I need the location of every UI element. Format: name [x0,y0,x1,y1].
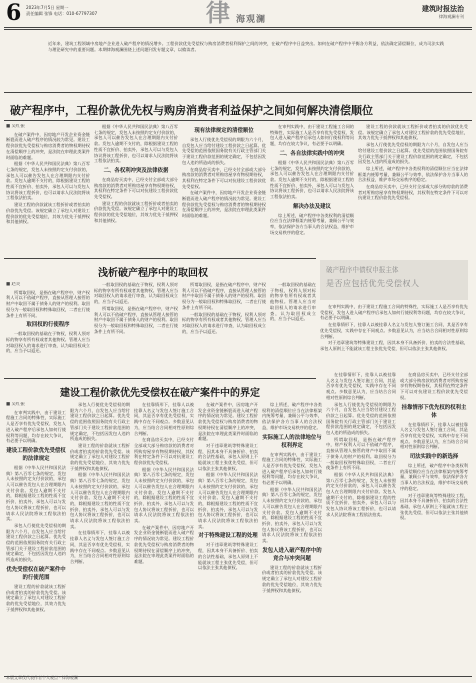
headline-main: 破产程序中，工程价款优先权与购房消费者利益保护之间如何解决清偿顺位 [10,104,373,117]
body-paragraph: 建设工程的价款就该工程折价或者拍卖的价款优先受偿。该规定确立了承包人对建设工程价款的优先受偿地位，其效力优先于抵押权和其他债权。 [94,200,178,223]
subheading: 建设工程价款优先受偿权的法律规定 [6,447,66,462]
headline-second: 浅析破产程序中的取回权 [98,268,208,279]
body-paragraph: 根据《中华人民共和国民法典》第八百零七条的规定，发包人未按照约定支付价款的，承包人可以催告发包人在合理期限内支付价款。发包人逾期不支付的，除根据建设工程的性质不宜折价、拍卖外，承包人可以与发包人协议将该工程折价，也可以请求人民法院将该工程依法拍卖。 [94,124,178,164]
body-paragraph: 一般取回权的基础在于物权，权利人须对标的物享有所有权或者其他物权。管理人应当对取回权人的请求进行审查，认为取回权成立的，应当予以返还。 [270,282,316,322]
footer-note: 本版文章仅代表作者个人观点 · 律海观澜 [6,675,78,680]
body-paragraph: 根据《中华人民共和国民法典》第八百零七条的规定，发包人未按照约定支付价款的，承包人可以催告发包人在合理期限内支付价款。发包人逾期不支付的，除根据建设工程的性质不宜折价、拍卖外，承包人可以与发包人协议将该工程折价，也可以请求人民法院将该工程依法拍卖。 [134,466,194,524]
intro-paragraph: 近年来，建筑工程领域中房地产企业进入破产程序的情况增多。工程价款优先受偿权与购房消费者权利保护之间的冲突，在破产程序中日益突出。如何在破产程序中平衡各方利益，依法确定清偿顺位，成为司法实践与理论研究中的重要问题。本期律海观澜围绕上述问题刊发专题文章，以飨读者。 [48,41,444,53]
pull-quote-line2: 是否应包括优先受偿权人 [326,279,420,288]
body-paragraph: 承包人行使优先受偿权的期限为六个月，自发包人应当给付建设工程价款之日起算。优先受偿的范围依照国务院有关行政主管部门关于建设工程价款范围的规定确定，不包括因发包人违约所造成的损失。 [6,522,66,563]
subheading: 取回权的行使程序 [26,322,70,329]
body-paragraph: 在挂靠情形下，挂靠人以被挂靠人名义与发包人签订施工合同，其是否享有优先受偿权，实践中存在不同观点。多数意见认为，应当结合合同相对性原则综合判断。 [400,421,468,450]
article1-col4 [270,124,354,254]
body-paragraph: 在破产案件中，因房地产开发企业资金链断裂而进入破产程序的情况较为常见。建设工程价款优先受偿权与购房消费者的物权期待权在清偿顺序上的冲突，是法院在审理此类案件时面临的难题。 [182,190,266,219]
issue-date: 2023年7月5日 星期一 [26,5,69,10]
body-paragraph: 承包人行使优先受偿权的期限为六个月，自发包人应当给付建设工程价款之日起算。优先受偿的范围依照国务院有关行政主管部门关于建设工程价款范围的规定确定，不包括因发包人违约所造成的损失。 [70,402,130,442]
body-paragraph: 对于违章建筑等特殊建设工程，因其本身不具备折价、拍卖的合法性基础，承包人原则上不能就该工程主张优先受偿，但可以依法主张其他债权。 [198,542,258,571]
article3-col5 [262,402,322,672]
section-title: 海观澜 [236,15,267,25]
body-paragraph: 所谓取回权，是指在破产程序中，财产权利人可以不依破产程序，直接从管理人接管的财产中取回不属于债务人的财产的权利。取回权分为一般取回权和特殊取回权，二者在行使条件上有所不同。 [326,436,396,471]
body-paragraph: 承包人行使优先受偿权的期限为六个月，自发包人应当给付建设工程价款之日起算。优先受偿的范围依照国务院有关行政主管部门关于建设工程价款范围的规定确定，不包括因发包人违约所造成的损失。 [182,137,266,165]
article2-col1 [6,282,90,374]
body-paragraph: 根据《中华人民共和国民法典》第八百零七条的规定，发包人未按照约定支付价款的，承包人可以催告发包人在合理期限内支付价款。发包人逾期不支付的，除根据建设工程的性质不宜折价、拍卖外，承包人可以与发包人协议将该工程折价，也可以请求人民法院将该工程依法拍卖。 [270,159,354,200]
editor-line: 责任编辑 张锋 电话：010-67797307 [26,11,98,16]
subheading: 司法实践中的新选择 [409,454,459,461]
subheading: 优先受偿权在破产案件中的行使范围 [6,566,66,581]
masthead-rule [4,27,472,28]
body-paragraph: 在审判实践中，由于建设工程施工合同的特殊性，实际施工人是否享有优先受偿权、发包人进入破产程序后承包人如何行使权利等问题，均存在较大争议，有必要予以明确。 [270,124,354,147]
body-paragraph: 建设工程的价款就该工程折价或者拍卖的价款优先受偿。该规定确立了承包人对建设工程价款的优先受偿地位，其效力优先于抵押权和其他债权。 [358,124,468,141]
body-paragraph: 对于违章建筑等特殊建设工程，因其本身不具备折价、拍卖的合法性基础，承包人原则上不能就该工程主张优先受偿，但可以依法主张其他债权。 [400,492,468,521]
body-paragraph: 所谓取回权，是指在破产程序中，财产权利人可以不依破产程序，直接从管理人接管的财产中取回不属于债务人的财产的权利。取回权分为一般取回权和特殊取回权，二者在行使条件上有所不同。 [94,305,178,334]
section-divider [4,258,316,259]
body-paragraph: 在商品房买卖中，已经支付全部或大部分购房款的消费者对所购房屋享有物权期待权，其权利在特定条件下可以对抗建设工程价款优先受偿权。 [400,372,468,400]
article3-col2 [70,402,130,672]
body-paragraph: 在破产案件中，因房地产开发企业资金链断裂而进入破产程序的情况较为常见。建设工程价款优先受偿权与购房消费者的物权期待权在清偿顺序上的冲突，是法院在审理此类案件时面临的难题。 [134,524,194,564]
body-paragraph: 根据《中华人民共和国民法典》第八百零七条的规定，发包人未按照约定支付价款的，承包人可以催告发包人在合理期限内支付价款。发包人逾期不支付的，除根据建设工程的性质不宜折价、拍卖外，承包人可以与发包人协议将该工程折价，也可以请求人民法院将该工程依法拍卖。 [6,161,90,201]
article2-col3 [182,282,266,374]
body-paragraph: 在挂靠情形下，挂靠人以被挂靠人名义与发包人签订施工合同，其是否享有优先受偿权，实践中存在不同观点。多数意见认为，应当结合合同相对性原则综合判断。 [70,530,130,564]
body-paragraph: 根据《中华人民共和国民法典》第八百零七条的规定，发包人未按照约定支付价款的，承包人可以催告发包人在合理期限内支付价款。发包人逾期不支付的，除根据建设工程的性质不宜折价、拍卖外，承包人可以与发包人协议将该工程折价，也可以请求人民法院将该工程依法拍卖。 [262,486,322,544]
subheading: 对于特殊建设工程的处理 [198,533,258,540]
banner-article-text [320,304,468,370]
author-byline: ■ 吴红振 [6,124,25,129]
body-paragraph: 对于违章建筑等特殊建设工程，因其本身不具备折价、拍卖的合法性基础，承包人原则上不能就该工程主张优先受偿，但可以依法主张其他债权。 [320,340,468,351]
page-number: 6 [6,0,22,26]
body-paragraph: 根据《中华人民共和国民法典》第八百零七条的规定，发包人未按照约定支付价款的，承包人可以催告发包人在合理期限内支付价款。发包人逾期不支付的，除根据建设工程的性质不宜折价、拍卖外，承包人可以与发包人协议将该工程折价，也可以请求人民法院将该工程依法拍卖。 [326,471,396,517]
article1-col5 [358,124,468,256]
subheading: 发包人进入破产程序中的竞合与冲突问题 [262,547,322,562]
body-paragraph: 在挂靠情形下，挂靠人以被挂靠人名义与发包人签订施工合同，其是否享有优先受偿权，实践中存在不同观点。多数意见认为，应当结合合同相对性原则综合判断。 [320,322,468,339]
headline-third: 建设工程价款优先受偿权在破产案件中的界定 [60,388,260,399]
article3-col4 [198,402,258,672]
masthead-rule-thin [4,29,472,30]
subheading: 现有法律规定的清偿顺位 [194,128,254,134]
body-paragraph: 综上所述，破产程序中各类权利的清偿顺位应当在法律框架内统筹考量，兼顾公平与效率，依法保护各方当事人的合法权益，维护市场交易秩序的稳定。 [358,165,468,183]
body-paragraph: 综上所述，破产程序中各类权利的清偿顺位应当在法律框架内统筹考量，兼顾公平与效率，依法保护各方当事人的合法权益，维护市场交易秩序的稳定。 [262,402,322,430]
body-paragraph: 建设工程的价款就该工程折价或者拍卖的价款优先受偿。该规定确立了承包人对建设工程价款的优先受偿地位，其效力优先于抵押权和其他债权。 [70,442,130,471]
article3-col1 [6,402,66,672]
paper-subtitle: 律海观澜专刊 [438,14,464,19]
body-paragraph: 在商品房买卖中，已经支付全部或大部分购房款的消费者对所购房屋享有物权期待权，其权利在特定条件下可以对抗建设工程价款优先受偿权。 [182,166,266,189]
article3-col7 [400,372,468,672]
subheading: 实际施工人的法律地位与权利界定 [262,434,322,449]
body-paragraph: 在审判实践中，由于建设工程施工合同的特殊性，实际施工人是否享有优先受偿权、发包人进入破产程序后承包人如何行使权利等问题，均存在较大争议，有必要予以明确。 [262,451,322,486]
body-paragraph: 在破产案件中，因房地产开发企业资金链断裂而进入破产程序的情况较为常见。建设工程价款优先受偿权与购房消费者的物权期待权在清偿顺序上的冲突，是法院在审理此类案件时面临的难题。 [6,131,90,160]
article2-col4 [270,282,316,374]
headline-divider [4,120,472,121]
body-paragraph: 根据《中华人民共和国民法典》第八百零七条的规定，发包人未按照约定支付价款的，承包人可以催告发包人在合理期限内支付价款。发包人逾期不支付的，除根据建设工程的性质不宜折价、拍卖外，承包人可以与发包人协议将该工程折价，也可以请求人民法院将该工程依法拍卖。 [6,464,66,522]
body-paragraph: 所谓取回权，是指在破产程序中，财产权利人可以不依破产程序，直接从管理人接管的财产中取回不属于债务人的财产的权利。取回权分为一般取回权和特殊取回权，二者在行使条件上有所不同。 [6,289,90,318]
pull-quote-line1: 破产程序中债权申报主体 [326,266,399,274]
body-paragraph: 所谓取回权，是指在破产程序中，财产权利人可以不依破产程序，直接从管理人接管的财产中取回不属于债务人的财产的权利。取回权分为一般取回权和特殊取回权，二者在行使条件上有所不同。 [182,282,266,310]
article3-col3 [134,402,194,672]
body-paragraph: 建设工程的价款就该工程折价或者拍卖的价款优先受偿。该规定确立了承包人对建设工程价款的优先受偿地位，其效力优先于抵押权和其他债权。 [6,202,90,225]
author-byline: ■ 吴红振 [6,402,25,407]
pull-quote-banner [320,260,468,300]
author-byline: ■ 赵炎 [6,282,21,287]
masthead-info [26,5,97,17]
body-paragraph: 根据《中华人民共和国民法典》第八百零七条的规定，发包人未按照约定支付价款的，承包人可以催告发包人在合理期限内支付价款。发包人逾期不支付的，除根据建设工程的性质不宜折价、拍卖外，承包人可以与发包人协议将该工程折价，也可以请求人民法院将该工程依法拍卖。 [70,472,130,529]
body-paragraph: 在挂靠情形下，挂靠人以被挂靠人名义与发包人签订施工合同，其是否享有优先受偿权，实践中存在不同观点。多数意见认为，应当结合合同相对性原则综合判断。 [134,402,194,436]
section-character: 律 [206,0,230,27]
body-paragraph: 在破产案件中，因房地产开发企业资金链断裂而进入破产程序的情况较为常见。建设工程价款优先受偿权与购房消费者的物权期待权在清偿顺序上的冲突，是法院在审理此类案件时面临的难题。 [198,402,258,442]
body-paragraph: 在商品房买卖中，已经支付全部或大部分购房款的消费者对所购房屋享有物权期待权，其权利在特定条件下可以对抗建设工程价款优先受偿权。 [358,184,468,201]
paper-name: 建筑时报法治 [422,4,464,13]
body-paragraph: 综上所述，破产程序中各类权利的清偿顺位应当在法律框架内统筹考量，兼顾公平与效率，依法保护各方当事人的合法权益，维护市场交易秩序的稳定。 [270,212,354,235]
body-paragraph: 在商品房买卖中，已经支付全部或大部分购房款的消费者对所购房屋享有物权期待权，其权利在特定条件下可以对抗建设工程价款优先受偿权。 [94,176,178,200]
body-paragraph: 根据《中华人民共和国民法典》第八百零七条的规定，发包人未按照约定支付价款的，承包人可以催告发包人在合理期限内支付价款。发包人逾期不支付的，除根据建设工程的性质不宜折价、拍卖外，承包人可以与发包人协议将该工程折价，也可以请求人民法院将该工程依法拍卖。 [198,472,258,529]
body-paragraph: 建设工程的价款就该工程折价或者拍卖的价款优先受偿。该规定确立了承包人对建设工程价款的优先受偿地位，其效力优先于抵押权和其他债权。 [6,583,66,612]
body-paragraph: 在挂靠情形下，挂靠人以被挂靠人名义与发包人签订施工合同，其是否享有优先受偿权，实践中存在不同观点。多数意见认为，应当结合合同相对性原则综合判断。 [326,372,396,400]
body-paragraph: 在审判实践中，由于建设工程施工合同的特殊性，实际施工人是否享有优先受偿权、发包人进入破产程序后承包人如何行使权利等问题，均存在较大争议，有必要予以明确。 [6,409,66,444]
article3-col6 [326,372,396,672]
subheading: 挂靠情形下优先权的权利主体 [401,404,467,419]
body-paragraph: 承包人行使优先受偿权的期限为六个月，自发包人应当给付建设工程价款之日起算。优先受偿的范围依照国务院有关行政主管部门关于建设工程价款范围的规定确定，不包括因发包人违约所造成的损失。 [326,401,396,436]
subheading: 二、各自法律实践中的冲突 [279,150,345,157]
article2-col2 [94,282,178,374]
subheading: 二、各权利冲突及法律依据 [103,167,169,174]
article1-col3 [182,124,266,254]
body-paragraph: 在商品房买卖中，已经支付全部或大部分购房款的消费者对所购房屋享有物权期待权，其权利在特定条件下可以对抗建设工程价款优先受偿权。 [134,437,194,466]
body-paragraph: 一般取回权的基础在于物权，权利人须对标的物享有所有权或者其他物权。管理人应当对取回权人的请求进行审查，认为取回权成立的，应当予以返还。 [182,311,266,334]
subheading: 解决办法及建议 [293,203,331,210]
body-paragraph: 在审判实践中，由于建设工程施工合同的特殊性，实际施工人是否享有优先受偿权、发包人进入破产程序后承包人如何行使权利等问题，均存在较大争议，有必要予以明确。 [320,304,468,321]
body-paragraph: 承包人行使优先受偿权的期限为六个月，自发包人应当给付建设工程价款之日起算。优先受偿的范围依照国务院有关行政主管部门关于建设工程价款范围的规定确定，不包括因发包人违约所造成的损失。 [358,142,468,165]
intro-divider [4,92,472,93]
body-paragraph: 对于违章建筑等特殊建设工程，因其本身不具备折价、拍卖的合法性基础，承包人原则上不能就该工程主张优先受偿，但可以依法主张其他债权。 [198,442,258,471]
article1-col2 [94,124,178,254]
body-paragraph: 一般取回权的基础在于物权，权利人须对标的物享有所有权或者其他物权。管理人应当对取回权人的请求进行审查，认为取回权成立的，应当予以返还。 [6,331,90,354]
body-paragraph: 建设工程的价款就该工程折价或者拍卖的价款优先受偿。该规定确立了承包人对建设工程价款的优先受偿地位，其效力优先于抵押权和其他债权。 [262,564,322,593]
body-paragraph: 一般取回权的基础在于物权，权利人须对标的物享有所有权或者其他物权。管理人应当对取回权人的请求进行审查，认为取回权成立的，应当予以返还。 [94,282,178,305]
article1-col1 [6,124,90,254]
section-divider [4,378,316,379]
body-paragraph: 综上所述，破产程序中各类权利的清偿顺位应当在法律框架内统筹考量，兼顾公平与效率，依法保护各方当事人的合法权益，维护市场交易秩序的稳定。 [400,463,468,491]
